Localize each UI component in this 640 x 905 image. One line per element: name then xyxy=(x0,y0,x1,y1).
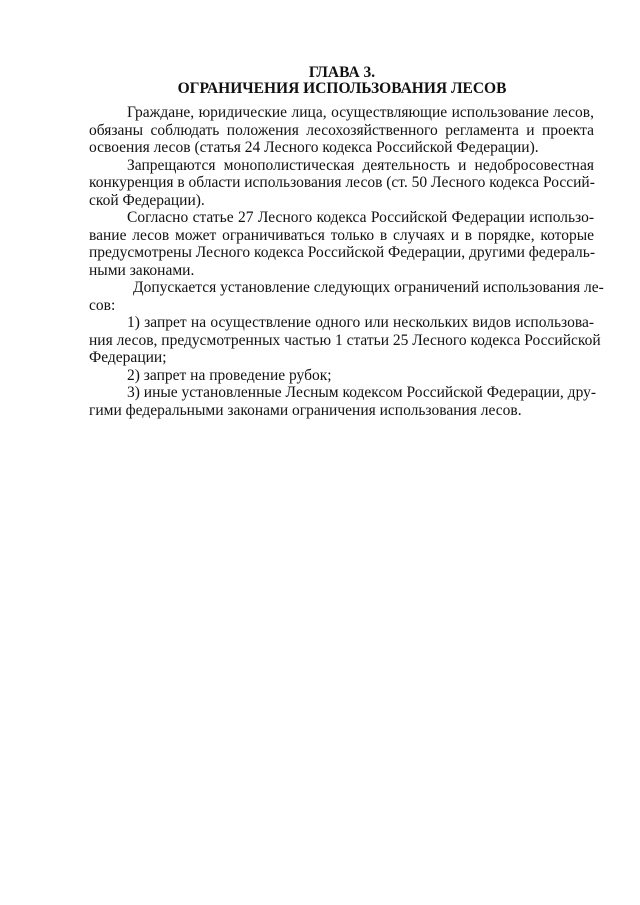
list-item-3 xyxy=(89,384,597,419)
paragraph-line: вание лесов может ограничиваться только в случаях и в порядке, которые xyxy=(89,226,594,244)
list-item-2 xyxy=(89,367,594,385)
paragraph-line: предусмотрены Лесного кодекса Российской Федерации, другими федераль- xyxy=(89,244,595,261)
paragraph-line: 2) запрет на проведение рубок; xyxy=(127,366,332,384)
paragraph-line: Согласно статье 27 Лесного кодекса Российской Федерации использо- xyxy=(127,209,594,226)
document-body xyxy=(89,104,604,419)
list-item-1 xyxy=(89,314,601,367)
paragraph-line: освоения лесов (статья 24 Лесного кодекса Российской Федерации). xyxy=(89,139,539,156)
chapter-title: ОГРАНИЧЕНИЯ ИСПОЛЬЗОВАНИЯ ЛЕСОВ xyxy=(177,80,507,97)
paragraph-line: гими федеральными законами ограничения использования лесов. xyxy=(89,401,522,419)
paragraph-line: Допускается установление следующих ограничений использования ле- xyxy=(133,279,604,296)
paragraph-article-27 xyxy=(89,209,594,279)
paragraph-allowed-restrictions xyxy=(89,279,604,314)
paragraph-citizens-obligations xyxy=(89,104,594,157)
paragraph-line: 3) иные установленные Лесным кодексом Российской Федерации, дру- xyxy=(127,384,597,401)
paragraph-line: ской Федерации). xyxy=(89,191,205,209)
paragraph-line: 1) запрет на осуществление одного или нескольких видов использова- xyxy=(127,314,594,331)
paragraph-line: Федерации; xyxy=(89,349,167,366)
paragraph-line: обязаны соблюдать положения лесохозяйственного регламента и проекта xyxy=(89,121,594,139)
paragraph-line: конкуренция в области использования лесов (ст. 50 Лесного кодекса Россий- xyxy=(89,174,595,191)
paragraph-line: сов: xyxy=(89,296,116,314)
paragraph-line: ными законами. xyxy=(89,261,195,279)
paragraph-monopoly-ban xyxy=(89,157,594,210)
paragraph-line: ния лесов, предусмотренных частью 1 статьи 25 Лесного кодекса Российской xyxy=(89,331,601,349)
paragraph-line: Граждане, юридические лица, осуществляющие использование лесов, xyxy=(127,104,594,121)
chapter-heading: ГЛАВА 3. xyxy=(308,64,376,81)
paragraph-line: Запрещаются монополистическая деятельность и недобросовестная xyxy=(127,156,594,174)
